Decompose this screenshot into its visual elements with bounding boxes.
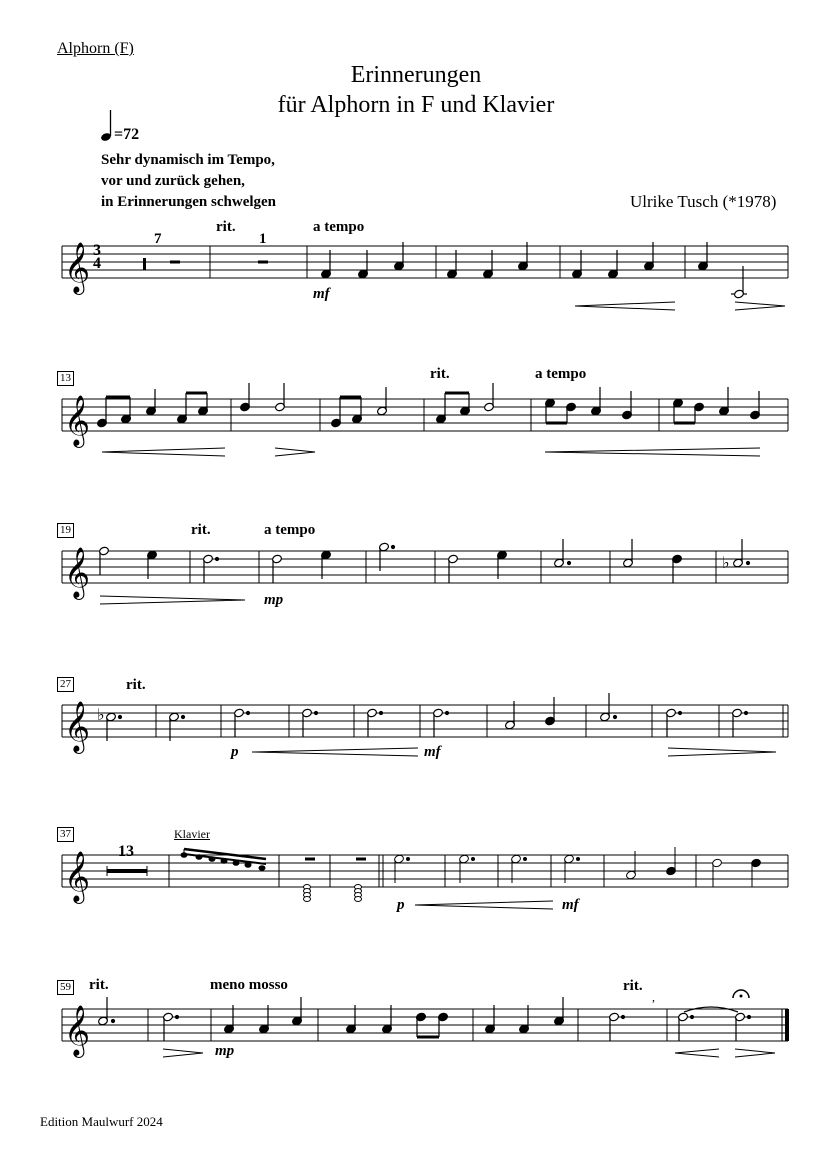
time-signature: 3 4 [93, 242, 101, 272]
dynamic-mf: mf [562, 897, 579, 913]
hairpins-system-4 [252, 748, 776, 756]
direction-a-tempo: a tempo [313, 219, 365, 235]
measure-number: 13 [57, 371, 74, 386]
direction-rit: rit. [191, 522, 211, 538]
hairpins-system-2 [102, 448, 760, 456]
svg-text:♭: ♭ [97, 707, 105, 724]
direction-rit: rit. [89, 977, 109, 993]
measure-number: 19 [57, 523, 74, 538]
treble-clef-icon: 𝄞 [64, 1005, 91, 1056]
hairpins-system-6 [163, 1049, 775, 1057]
svg-text:,: , [652, 990, 655, 1004]
staff-system-6 [0, 990, 832, 1079]
measure-number: 37 [57, 827, 74, 842]
title-line-1: Erinnerungen [350, 62, 482, 88]
dynamic-mf: mf [313, 286, 330, 302]
rest-count: 7 [154, 231, 162, 247]
direction-rit: rit. [216, 219, 236, 235]
direction-a-tempo: a tempo [264, 522, 316, 538]
hairpins-system-3 [100, 596, 245, 604]
treble-clef-icon: 𝄞 [64, 242, 91, 293]
tempo-marking: =72 [114, 126, 140, 143]
rest-count: 13 [118, 843, 134, 860]
flat-icon: ♭ [722, 553, 730, 572]
staff-system-2 [0, 389, 832, 469]
treble-clef-icon: 𝄞 [64, 851, 91, 902]
treble-clef-icon: 𝄞 [64, 701, 91, 752]
direction-rit: rit. [126, 677, 146, 693]
treble-clef-icon: 𝄞 [64, 395, 91, 446]
part-label: Alphorn (F) [57, 40, 134, 57]
instruction-line-1: Sehr dynamisch im Tempo, [101, 152, 275, 168]
hairpins-system-1 [575, 302, 785, 310]
notes-system-4 [97, 693, 748, 741]
direction-a-tempo: a tempo [535, 366, 587, 382]
treble-clef-icon: 𝄞 [64, 547, 91, 598]
notes-system-3 [99, 539, 750, 583]
direction-rit: rit. [430, 366, 450, 382]
measure-number: 27 [57, 677, 74, 692]
staff-system-3 [0, 541, 832, 621]
notes-system-2 [97, 383, 761, 428]
dynamic-mf: mf [424, 744, 441, 760]
rest-count: 1 [259, 231, 267, 247]
dynamic-p: p [397, 897, 405, 913]
direction-rit: rit. [623, 978, 643, 994]
staff-system-1 [0, 236, 832, 316]
instruction-line-2: vor und zurück gehen, [101, 173, 245, 189]
staff-system-4 [0, 695, 832, 775]
measure-number: 59 [57, 980, 74, 995]
direction-meno-mosso: meno mosso [210, 977, 288, 993]
hairpins-system-5 [415, 901, 553, 909]
cue-label: Klavier [174, 827, 210, 841]
dynamic-mp: mp [215, 1043, 235, 1059]
publisher: Edition Maulwurf 2024 [40, 1114, 163, 1129]
composer: Ulrike Tusch (*1978) [630, 192, 777, 211]
dynamic-mp: mp [264, 592, 284, 608]
title-line-2: für Alphorn in F und Klavier [277, 92, 555, 118]
dynamic-p: p [231, 744, 239, 760]
instruction-line-3: in Erinnerungen schwelgen [101, 194, 277, 210]
